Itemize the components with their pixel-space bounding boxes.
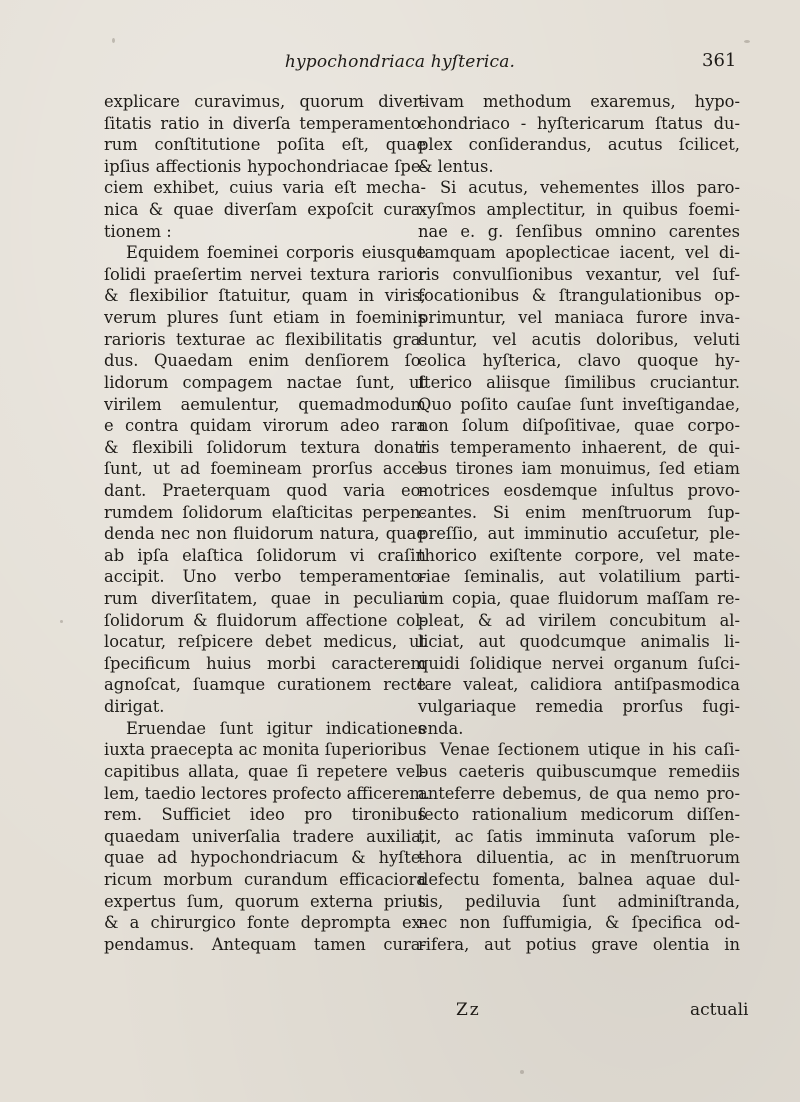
text-line: expertus ſum, quorum externa prius xyxy=(104,891,426,911)
text-line: ſunt, ut ad foemineam prorſus acce- xyxy=(104,459,426,479)
text-line: rifera, aut potius grave olentia in xyxy=(418,934,740,954)
text-line: duntur, vel acutis doloribus, veluti xyxy=(418,329,740,349)
text-line: quaedam univerſalia tradere auxilia, xyxy=(104,826,426,846)
text-line: preſſio, aut imminutio accuſetur, ple- xyxy=(418,524,740,544)
text-line: accipit. Uno verbo temperamento- xyxy=(104,567,426,587)
text-line: & a chirurgico fonte deprompta ex- xyxy=(104,913,426,933)
text-line: ſolidi praeſertim nervei textura rarior xyxy=(104,264,426,284)
text-line: plex conſiderandus, acutus ſcilicet, xyxy=(418,135,740,155)
text-line: bus tirones iam monuimus, ſed etiam xyxy=(418,459,740,479)
text-line: tare valeat, calidiora antiſpasmodica xyxy=(418,675,740,695)
paper-speck xyxy=(520,1070,524,1074)
text-line: rum conſtitutione poſita eſt, quae xyxy=(104,135,426,155)
paper-speck xyxy=(744,40,750,43)
page-number: 361 xyxy=(702,50,737,71)
text-line: colica hyſterica, clavo quoque hy- xyxy=(418,351,740,371)
text-line: explicare curavimus, quorum diver- xyxy=(104,92,426,111)
text-line: anteferre debemus, de qua nemo pro- xyxy=(418,783,740,803)
text-line: xyſmos amplectitur, in quibus foemi- xyxy=(418,200,740,220)
text-line: & flexibilior ſtatuitur, quam in viris; xyxy=(104,286,426,306)
text-line: focationibus & ſtrangulationibus op- xyxy=(418,286,740,306)
text-line: fecto rationalium medicorum diſſen- xyxy=(418,805,740,825)
text-line: ſitatis ratio in diverſa temperamento- xyxy=(104,113,426,133)
text-line: agnoſcat, ſuamque curationem recte xyxy=(104,675,426,695)
text-line: dant. Praeterquam quod varia eo- xyxy=(104,480,426,500)
text-line: rum diverſitatem, quae in peculiari xyxy=(104,589,426,609)
text-line: defectu fomenta, balnea aquae dul- xyxy=(418,869,740,889)
text-line: tionem : xyxy=(104,221,172,241)
signature-mark: Zz xyxy=(456,1000,481,1020)
text-line: riae ſeminalis, aut volatilium parti- xyxy=(418,567,740,587)
text-line: non ſolum diſpoſitivae, quae corpo- xyxy=(418,416,740,436)
text-line: Equidem foeminei corporis eiusque xyxy=(126,243,426,263)
text-line: dus. Quaedam enim denſiorem ſo- xyxy=(104,351,426,371)
text-line: rem. Sufficiet ideo pro tironibus xyxy=(104,805,426,825)
text-line: verum plures ſunt etiam in foeminis xyxy=(104,308,426,328)
text-line: pleat, & ad virilem concubitum al- xyxy=(418,610,740,630)
text-line: rumdem ſolidorum elaſticitas perpen- xyxy=(104,502,426,522)
text-line: locatur, reſpicere debet medicus, ut xyxy=(104,632,426,652)
text-line: iuxta praecepta ac monita ſuperioribus xyxy=(104,740,427,760)
text-line: nae e. g. ſenſibus omnino carentes xyxy=(418,221,740,241)
text-line: nica & quae diverſam expoſcit cura- xyxy=(104,200,426,220)
text-line: rarioris texturae ac flexibilitatis gra- xyxy=(104,329,426,349)
text-line: nec non ſuffumigia, & ſpecifica od- xyxy=(418,913,740,933)
text-line: ſolidorum & fluidorum affectione col- xyxy=(104,610,426,630)
text-line: denda nec non fluidorum natura, quae xyxy=(104,524,426,544)
text-line: Venae ſectionem utique in his caſi- xyxy=(440,740,740,760)
paper-speck xyxy=(112,38,115,43)
text-line: Eruendae ſunt igitur indicationes xyxy=(126,718,426,738)
text-line: bus caeteris quibuscumque remediis xyxy=(418,761,740,781)
running-title: hypochondriaca hyſterica. xyxy=(284,52,516,72)
right-text-column xyxy=(418,91,740,955)
text-line: tit, ac ſatis imminuta vaſorum ple- xyxy=(418,826,740,846)
text-line: ris convulſionibus vexantur, vel ſuf- xyxy=(418,264,740,284)
text-line: primuntur, vel maniaca furore inva- xyxy=(418,308,740,328)
left-text-column xyxy=(104,91,430,955)
text-line: ris temperamento inhaerent, de qui- xyxy=(418,437,740,457)
text-line: thora diluentia, ac in menſtruorum xyxy=(418,848,740,868)
text-line: ipſius affectionis hypochondriacae ſpe- xyxy=(104,156,426,176)
text-line: ſpecificum huius morbi caracterem xyxy=(104,653,426,673)
text-line: motrices eosdemque inſultus provo- xyxy=(418,480,740,500)
paper-speck xyxy=(60,620,63,623)
text-line: lem, taedio lectores profecto afficerem. xyxy=(104,783,430,803)
text-line: tis, pediluvia ſunt adminiſtranda, xyxy=(418,891,740,911)
text-line: ricum morbum curandum efficaciora xyxy=(104,869,426,889)
text-line: liciat, aut quodcumque animalis li- xyxy=(418,632,740,652)
text-line: & lentus. xyxy=(418,156,494,176)
text-line: enda. xyxy=(418,718,464,738)
text-line: ab ipſa elaſtica ſolidorum vi craſin xyxy=(104,545,426,565)
text-line: pendamus. Antequam tamen cura- xyxy=(104,934,426,954)
text-line: dirigat. xyxy=(104,697,165,717)
text-line: tamquam apoplecticae iacent, vel di- xyxy=(418,243,740,263)
catchword: actuali xyxy=(690,1000,749,1020)
text-line: Si acutus, vehementes illos paro- xyxy=(440,178,740,198)
text-line: virilem aemulentur, quemadmodum xyxy=(104,394,426,414)
text-line: capitibus allata, quae ſi repetere vel- xyxy=(104,761,426,781)
text-line: ſterico aliisque ſimilibus cruciantur. xyxy=(418,372,740,392)
text-line: & flexibili ſolidorum textura donati xyxy=(104,437,426,457)
text-line: tivam methodum exaremus, hypo- xyxy=(418,92,740,111)
text-line: thorico exiſtente corpore, vel mate- xyxy=(418,545,740,565)
text-line: vulgariaque remedia prorſus fugi- xyxy=(418,697,740,717)
text-line: um copia, quae fluidorum maſſam re- xyxy=(418,589,740,609)
text-line: e contra quidam virorum adeo rara xyxy=(104,416,426,436)
text-line: cantes. Si enim menſtruorum ſup- xyxy=(418,502,740,522)
text-line: quidi ſolidique nervei organum ſuſci- xyxy=(418,653,740,673)
text-line: lidorum compagem nactae ſunt, ut xyxy=(104,372,426,392)
text-line: quae ad hypochondriacum & hyſte- xyxy=(104,848,426,868)
text-line: chondriaco - hyſtericarum ſtatus du- xyxy=(418,113,740,133)
text-line: Quo poſito cauſae ſunt inveſtigandae, xyxy=(418,394,740,414)
text-line: ciem exhibet, cuius varia eſt mecha- xyxy=(104,178,426,198)
